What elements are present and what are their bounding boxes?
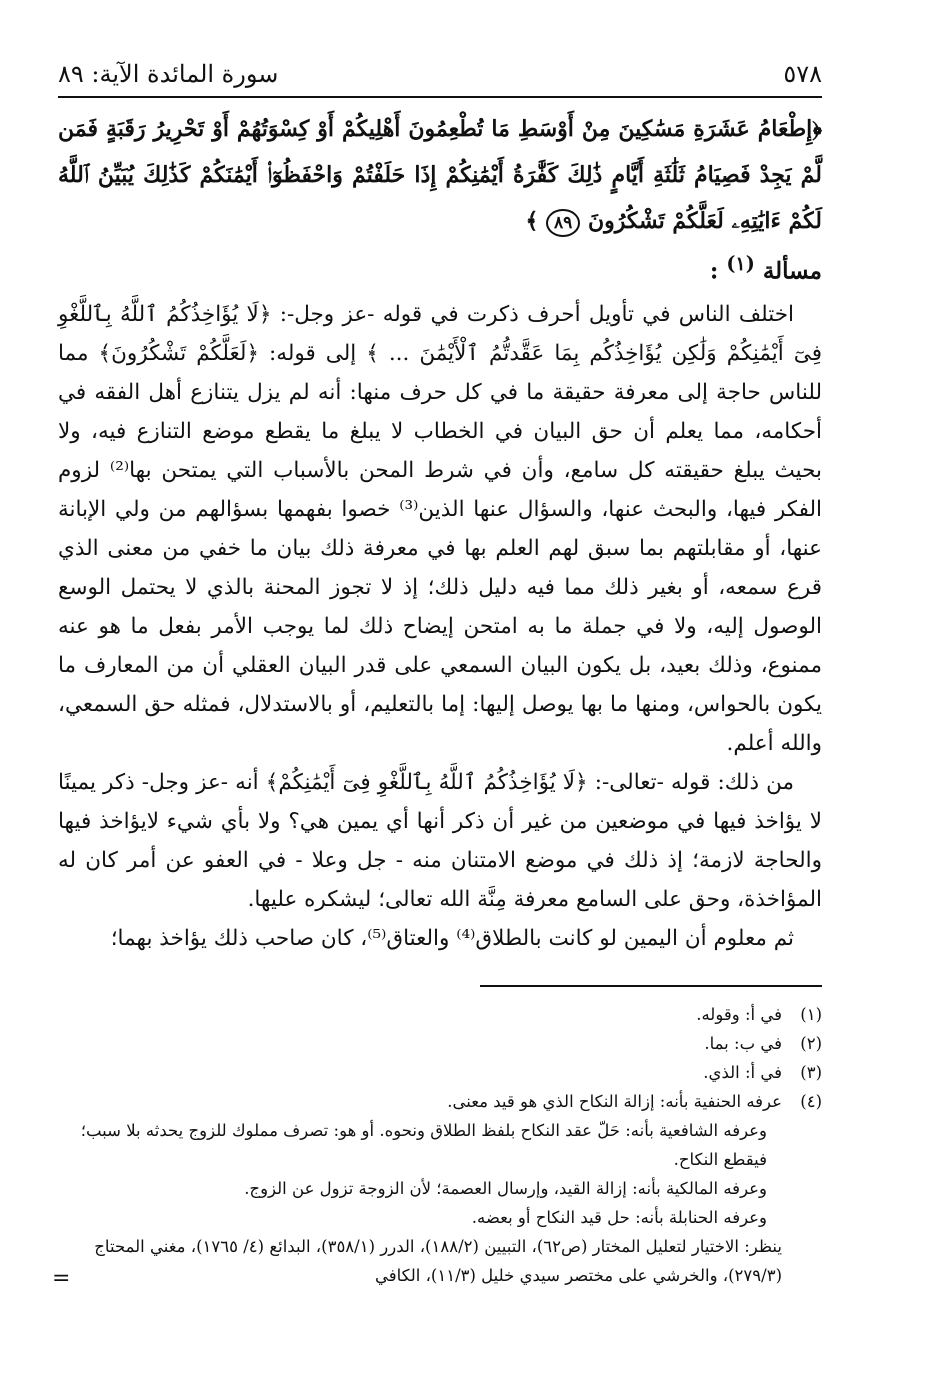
verse-text: ﴿إِطْعَامُ عَشَرَةِ مَسَٰكِينَ مِنْ أَوْسَطِ مَا تُطْعِمُونَ أَهْلِيكُمْ أَوْ كِسْوَتُهُمْ أَوْ تَحْرِيرُ رَقَبَةٍ فَمَن لَّمْ يَجِدْ فَصِيَامُ ثَلَٰثَةِ أَيَّامٍ ذَٰلِكَ كَفَّٰرَةُ أَيْمَٰنِكُمْ إِذَا حَلَفْتُمْ وَاحْفَظُوٓا۟ أَيْمَٰنَكُمْ كَذَٰلِكَ يُبَيِّنُ ٱللَّهُ لَكُمْ ءَايَٰتِهِۦ لَعَلَّكُمْ تَشْكُرُونَ — [58, 116, 822, 234]
paragraph-3: ثم معلوم أن اليمين لو كانت بالطلاق⁽⁴⁾ والعتاق⁽⁵⁾، كان صاحب ذلك يؤاخذ بهما؛ — [110, 925, 794, 951]
verse — [58, 106, 822, 244]
running-title: سورة المائدة الآية: ٨٩ — [58, 60, 279, 88]
verse-closing-bracket: ﴾ — [525, 208, 539, 234]
footnote-text: عرفه الحنفية بأنه: إزالة النكاح الذي هو قيد معنى. — [447, 1092, 782, 1111]
footnote-3 — [58, 1058, 822, 1087]
footnote-4 — [58, 1087, 822, 1116]
masala-label: مسألة — [762, 257, 822, 285]
continuation-mark: = — [52, 1266, 71, 1291]
footnote-text: في أ: وقوله. — [696, 1005, 782, 1024]
footnote-4-maliki: وعرفه المالكية بأنه: إزالة القيد، وإرسال العصمة؛ لأن الزوجة تزول عن الزوج. — [244, 1179, 767, 1198]
masala-footnote-ref: (١) — [726, 252, 755, 275]
footnote-number: (٤) — [800, 1092, 822, 1111]
footnote-separator — [480, 985, 822, 987]
masala-colon: : — [709, 257, 719, 285]
footnote-4-shafii: وعرفه الشافعية بأنه: حَلّ عقد النكاح بلفظ الطلاق ونحوه. أو هو: تصرف مملوك للزوج يحدثه بلا سبب؛ فيقطع النكاح. — [80, 1121, 767, 1169]
aya-number-icon: ٨٩ — [546, 209, 580, 237]
paragraph-1: اختلف الناس في تأويل أحرف ذكرت في قوله -عز وجل-: ﴿لَا يُؤَاخِذُكُمُ ٱللَّهُ بِٱللَّغْوِ فِىٓ أَيْمَٰنِكُمْ وَلَٰكِن يُؤَاخِذُكُم بِمَا عَقَّدتُّمُ ٱلْأَيْمَٰنَ ... ﴾ إلى قوله: ﴿لَعَلَّكُمْ تَشْكُرُونَ﴾ مما للناس حاجة إلى معرفة حقيقة ما في كل حرف منها: أنه لم يزل يتنازع أهل الفقه في أحكامه، مما يعلم أن حق البيان في الخطاب لا يبلغ ما يقطع موضع التنازع فيه، ولا بحيث يبلغ حقيقته كل سامع، وأن في شرط المحن بالأسباب التي يمتحن بها⁽²⁾ لزوم الفكر فيها، والبحث عنها، والسؤال عنها الذين⁽³⁾ خصوا بفهمها بسؤالهم من ولي الإبانة عنها، أو مقابلتهم بما سبق لهم العلم بها في معرفة ذلك بيان ما خفي من معنى الذي قرع سمعه، أو بغير ذلك مما فيه دليل ذلك؛ إذ لا تجوز المحنة بالذي لا يحتمل الوسع الوصول إليه، ولا في جملة ما به امتحن إيضاح ذلك لما يوجب الأمر بفعل ما هو عنه ممنوع، وذلك بعيد، بل يكون البيان السمعي على قدر البيان العقلي أن من المعارف ما يكون بالحواس، ومنها ما بها يوصل إليها: إما بالتعليم، أو بالاستدلال، فمثله حق السمعي، والله أعلم. — [58, 301, 822, 756]
footnote-text: في ب: بما. — [704, 1034, 782, 1053]
footnote-number: (٣) — [800, 1063, 822, 1082]
page-number: ٥٧٨ — [783, 60, 822, 88]
footnote-1 — [58, 1000, 822, 1029]
footnote-2 — [58, 1029, 822, 1058]
footnote-4-references: ينظر: الاختيار لتعليل المختار (ص٦٢)، التبيين (١٨٨/٢)، الدرر (٣٥٨/١)، البدائع (٤/ ١٧٦٥)، مغني المحتاج (٢٧٩/٣)، والخرشي على مختصر سيدي خليل (١١/٣)، الكافي — [94, 1237, 782, 1285]
footnote-number: (٢) — [800, 1034, 822, 1053]
page-header — [58, 52, 822, 98]
main-text — [58, 106, 822, 958]
footnote-text: في أ: الذي. — [703, 1063, 782, 1082]
footnotes — [58, 1000, 822, 1290]
footnote-number: (١) — [800, 1005, 822, 1024]
footnote-4-hanbali: وعرفه الحنابلة بأنه: حل قيد النكاح أو بعضه. — [471, 1208, 767, 1227]
paragraph-2: من ذلك: قوله -تعالى-: ﴿لَا يُؤَاخِذُكُمُ ٱللَّهُ بِٱللَّغْوِ فِىٓ أَيْمَٰنِكُمْ﴾ أنه -عز وجل- ذكر يمينًا لا يؤاخذ فيها في موضعين من غير أن ذكر أنها أي يمين هي؟ ولا بأي شيء لايؤاخذ فيها والحاجة لازمة؛ إذ ذلك في موضع الامتنان منه - جل وعلا - في العفو عن أمر كان له المؤاخذة، وحق على السامع معرفة مِنَّة الله تعالى؛ ليشكره عليها. — [58, 769, 822, 912]
section-heading — [58, 244, 822, 291]
